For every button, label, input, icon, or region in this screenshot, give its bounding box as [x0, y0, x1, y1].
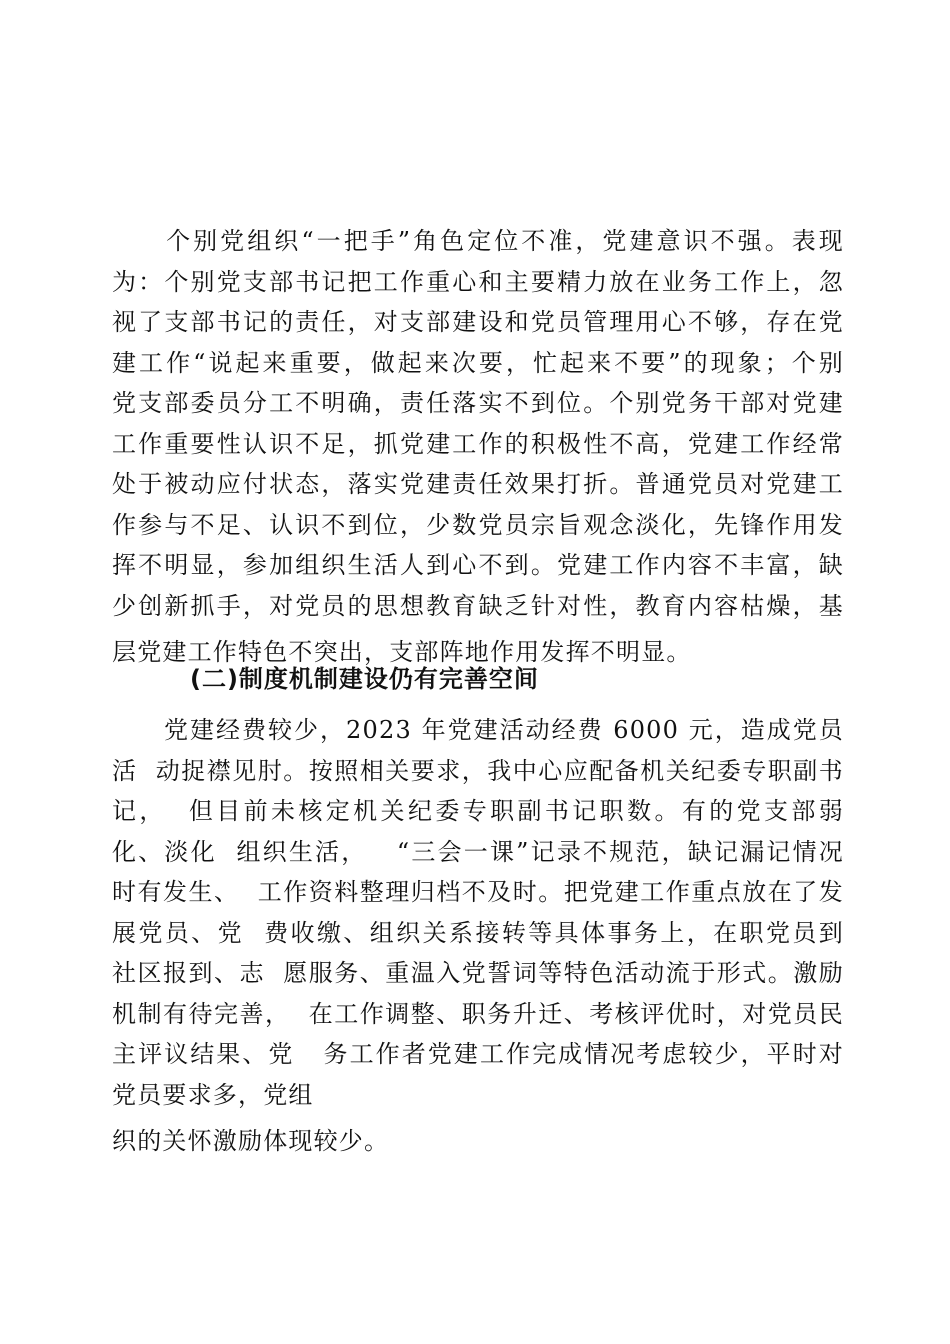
paragraph-party-leadership: [112, 224, 844, 675]
paragraph-line: 党员要求多，党组: [112, 1080, 314, 1109]
paragraph-line: 机制有待完善， 在工作调整、职务升迁、考核评优时，对党员民: [112, 999, 844, 1028]
paragraph-line: 社区报到、志 愿服务、重温入党誓词等特色活动流于形式。激励: [112, 959, 844, 987]
section-heading: (二)制度机制建设仍有完善空间: [190, 665, 539, 693]
paragraph-line: 党支部委员分工不明确，责任落实不到位。个别党务干部对党建: [112, 389, 844, 417]
paragraph-line: 视了支部书记的责任，对支部建设和党员管理用心不够，存在党: [112, 308, 844, 336]
paragraph-line: 织的关怀激励体现较少。: [112, 1126, 390, 1155]
paragraph-line: 作参与不足、认识不到位，少数党员宗旨观念淡化，先锋作用发: [112, 510, 844, 539]
paragraph-line: 化、淡化 组织生活， “三会一课”记录不规范，缺记漏记情况: [112, 837, 844, 866]
paragraph-line: 记， 但目前未核定机关纪委专职副书记职数。有的党支部弱: [112, 797, 844, 825]
paragraph-line: 挥不明显，参加组织生活人到心不到。党建工作内容不丰富，缺: [112, 551, 844, 579]
paragraph-line: 处于被动应付状态，落实党建责任效果打折。普通党员对党建工: [112, 470, 844, 498]
paragraph-line: 为：个别党支部书记把工作重心和主要精力放在业务工作上，忽: [112, 267, 844, 296]
paragraph-line: 展党员、党 费收缴、组织关系接转等具体事务上，在职党员到: [112, 918, 844, 947]
paragraph-line: 党建经费较少，2023 年党建活动经费 6000 元，造成党员: [112, 716, 844, 744]
paragraph-line: 时有发生、 工作资料整理归档不及时。把党建工作重点放在了发: [112, 878, 844, 906]
paragraph-system-mechanism: [112, 713, 844, 1164]
paragraph-line: 个别党组织“一把手”角色定位不准，党建意识不强。表现: [112, 227, 844, 255]
paragraph-line: 建工作“说起来重要，做起来次要，忙起来不要”的现象；个别: [112, 348, 844, 377]
paragraph-line: 层党建工作特色不突出，支部阵地作用发挥不明显。: [112, 637, 692, 666]
paragraph-line: 主评议结果、党 务工作者党建工作完成情况考虑较少，平时对: [112, 1040, 844, 1068]
paragraph-line: 工作重要性认识不足，抓党建工作的积极性不高，党建工作经常: [112, 429, 844, 458]
paragraph-line: 少创新抓手，对党员的思想教育缺乏针对性，教育内容枯燥，基: [112, 591, 844, 620]
paragraph-line: 活 动捉襟见肘。按照相关要求，我中心应配备机关纪委专职副书: [112, 756, 844, 785]
